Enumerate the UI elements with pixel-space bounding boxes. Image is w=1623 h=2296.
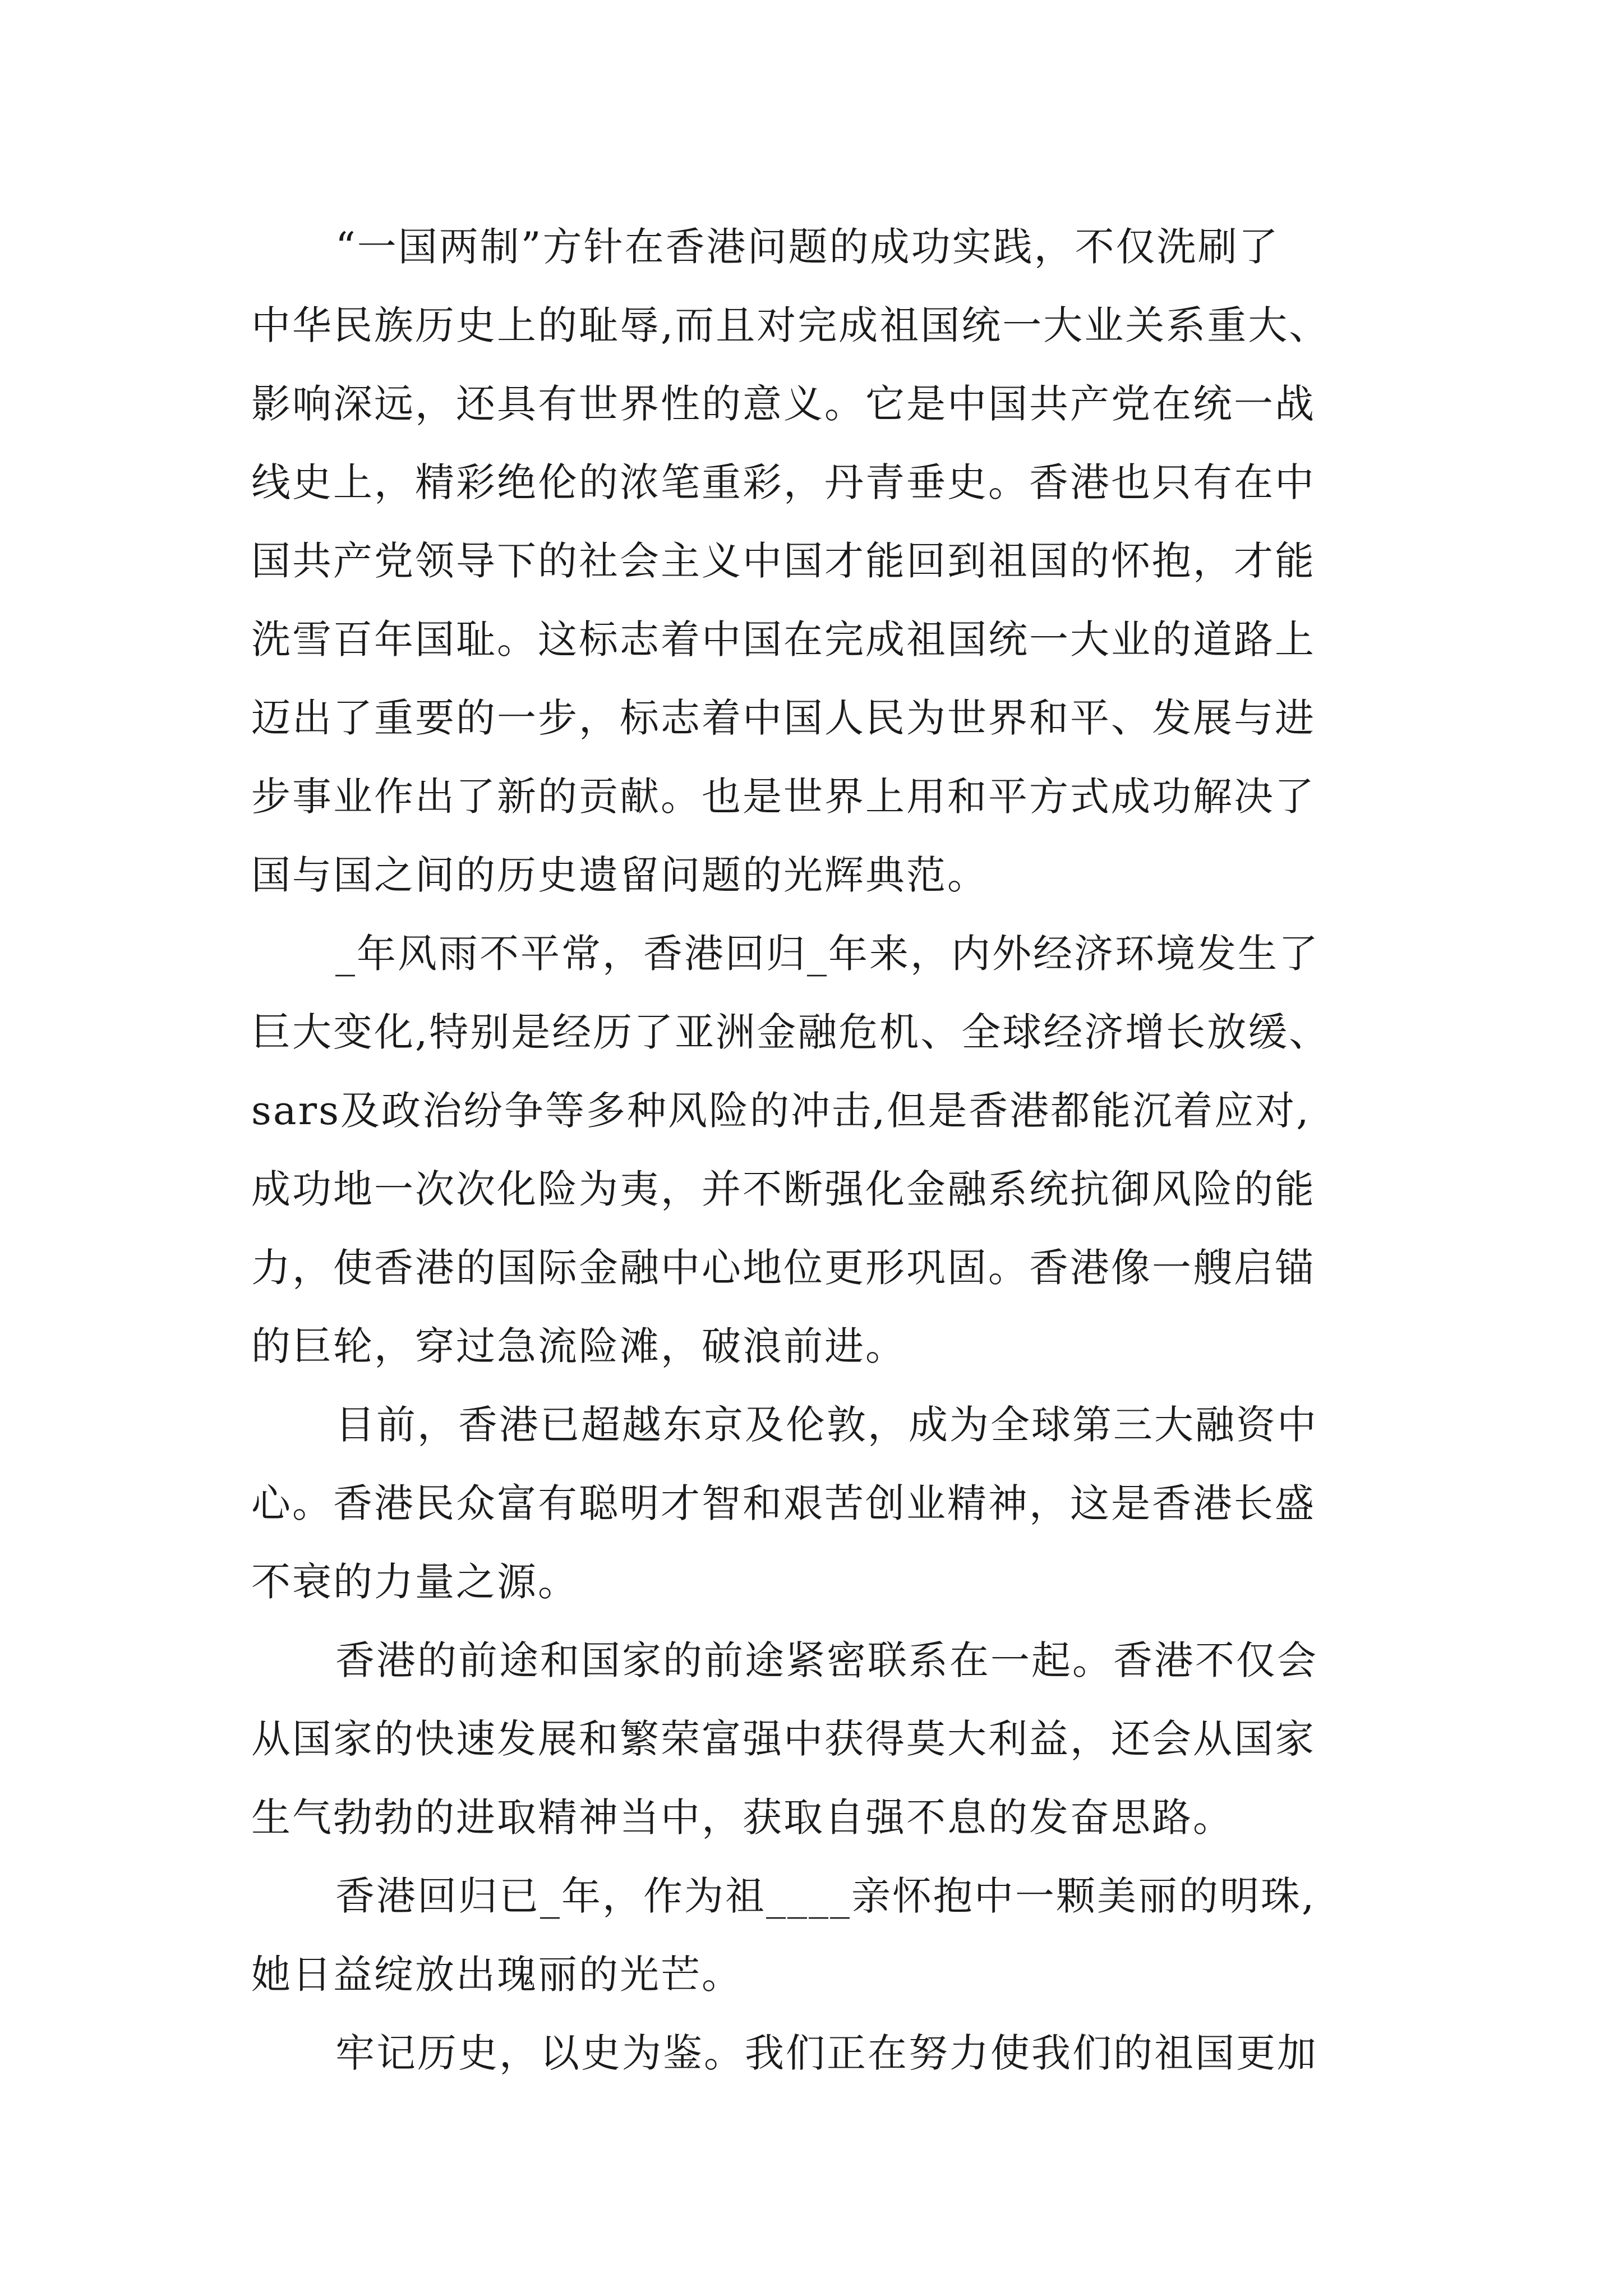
text-line: 国与国之间的历史遗留问题的光辉典范。 xyxy=(251,852,988,898)
text-line: 心。香港民众富有聪明才智和艰苦创业精神，这是香港长盛 xyxy=(251,1480,1316,1526)
text-line: 牢记历史，以史为鉴。我们正在努力使我们的祖国更加 xyxy=(335,2030,1318,2076)
text-line: 国共产党领导下的社会主义中国才能回到祖国的怀抱，才能 xyxy=(251,538,1316,584)
text-line: 影响深远，还具有世界性的意义。它是中国共产党在统一战 xyxy=(251,381,1316,427)
text-line: 香港回归已_年，作为祖____亲怀抱中一颗美丽的明珠, xyxy=(335,1873,1316,1919)
text-line: 她日益绽放出瑰丽的光芒。 xyxy=(251,1952,743,1998)
document-body xyxy=(251,208,1418,2092)
text-line: 香港的前途和国家的前途紧密联系在一起。香港不仅会 xyxy=(335,1637,1318,1683)
text-line: “一国两制”方针在香港问题的成功实践，不仅洗刷了 xyxy=(335,224,1280,270)
text-line: 成功地一次次化险为夷，并不断强化金融系统抗御风险的能 xyxy=(251,1166,1316,1212)
text-line: sars及政治纷争等多种风险的冲击,但是香港都能沉着应对, xyxy=(251,1088,1311,1134)
text-line: 巨大变化,特别是经历了亚洲金融危机、全球经济增长放缓、 xyxy=(251,1009,1330,1055)
text-line: 目前，香港已超越东京及伦敦，成为全球第三大融资中 xyxy=(335,1402,1318,1448)
text-line: 的巨轮，穿过急流险滩，破浪前进。 xyxy=(251,1323,906,1369)
text-line: 迈出了重要的一步，标志着中国人民为世界和平、发展与进 xyxy=(251,695,1316,741)
text-line: 洗雪百年国耻。这标志着中国在完成祖国统一大业的道路上 xyxy=(251,616,1316,662)
text-line: 不衰的力量之源。 xyxy=(251,1559,579,1605)
text-line: 中华民族历史上的耻辱,而且对完成祖国统一大业关系重大、 xyxy=(251,302,1330,348)
text-line: 力，使香港的国际金融中心地位更形巩固。香港像一艘启锚 xyxy=(251,1245,1316,1291)
text-line: 步事业作出了新的贡献。也是世界上用和平方式成功解决了 xyxy=(251,774,1316,820)
text-line: 从国家的快速发展和繁荣富强中获得莫大利益，还会从国家 xyxy=(251,1716,1316,1762)
text-line: 线史上，精彩绝伦的浓笔重彩，丹青垂史。香港也只有在中 xyxy=(251,459,1316,505)
text-line: 生气勃勃的进取精神当中，获取自强不息的发奋思路。 xyxy=(251,1795,1234,1841)
text-line: _年风雨不平常，香港回归_年来，内外经济环境发生了 xyxy=(335,931,1320,977)
